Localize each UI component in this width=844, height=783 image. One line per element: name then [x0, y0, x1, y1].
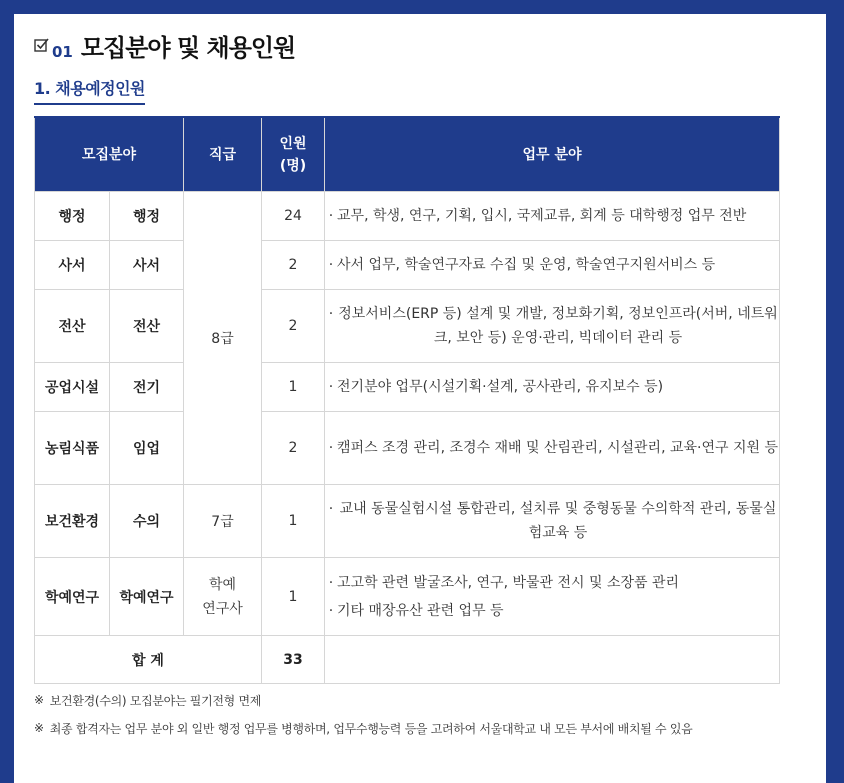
- duty-cell: · 캠퍼스 조경 관리, 조경수 재배 및 산림관리, 시설관리, 교육·연구 지원 등: [325, 412, 780, 485]
- category-cell: 전산: [35, 290, 110, 363]
- recruitment-table: [34, 116, 780, 684]
- count-cell: 2: [262, 241, 325, 290]
- total-empty-cell: [325, 636, 780, 684]
- duty-cell: · 교내 동물실험시설 통합관리, 설치류 및 중형동물 수의학적 관리, 동물실험교육 등: [325, 485, 780, 558]
- notes: [34, 686, 692, 742]
- note-item: ※ 최종 합격자는 업무 분야 외 일반 행정 업무를 병행하며, 업무수행능력 등을 고려하여 서울대학교 내 모든 부서에 배치될 수 있음: [34, 721, 693, 736]
- grade-cell: 학예 연구사: [184, 558, 262, 636]
- field-cell: 행정: [110, 192, 184, 241]
- header-grade: 직급: [184, 117, 262, 192]
- duty-cell: · 정보서비스(ERP 등) 설계 및 개발, 정보화기획, 정보인프라(서버, 네트워크, 보안 등) 운영·관리, 빅데이터 관리 등: [325, 290, 780, 363]
- duty-cell: · 전기분야 업무(시설기획·설계, 공사관리, 유지보수 등): [325, 363, 780, 412]
- duty-cell: · 사서 업무, 학술연구자료 수집 및 운영, 학술연구지원서비스 등: [325, 241, 780, 290]
- category-cell: 보건환경: [35, 485, 110, 558]
- grade-cell: 7급: [184, 485, 262, 558]
- count-cell: 2: [262, 290, 325, 363]
- count-cell: 2: [262, 412, 325, 485]
- note-item: ※ 보건환경(수의) 모집분야는 필기전형 면제: [34, 693, 262, 708]
- section-title: 모집분야 및 채용인원: [80, 34, 296, 62]
- header-count: 인원 (명): [262, 117, 325, 192]
- table-row: [35, 485, 780, 558]
- header-duty: 업무 분야: [325, 117, 780, 192]
- category-cell: 사서: [35, 241, 110, 290]
- category-cell: 농림식품: [35, 412, 110, 485]
- field-cell: 사서: [110, 241, 184, 290]
- field-cell: 전기: [110, 363, 184, 412]
- table-row: [35, 241, 780, 290]
- category-cell: 행정: [35, 192, 110, 241]
- total-label: 합 계: [35, 636, 262, 684]
- count-cell: 1: [262, 363, 325, 412]
- section-header: [34, 28, 295, 63]
- count-cell: 1: [262, 485, 325, 558]
- subsection-title: 1. 채용예정인원: [34, 76, 145, 105]
- category-cell: 공업시설: [35, 363, 110, 412]
- duty-cell: · 고고학 관련 발굴조사, 연구, 박물관 전시 및 소장품 관리 · 기타 매장유산 관련 업무 등: [325, 558, 780, 636]
- table-row: [35, 558, 780, 636]
- table-row: [35, 363, 780, 412]
- count-cell: 24: [262, 192, 325, 241]
- section-number: 01: [52, 43, 73, 61]
- total-count: 33: [262, 636, 325, 684]
- table-header-row: [35, 117, 780, 192]
- field-cell: 전산: [110, 290, 184, 363]
- table-row: [35, 290, 780, 363]
- header-field: 모집분야: [35, 117, 184, 192]
- duty-cell: · 교무, 학생, 연구, 기획, 입시, 국제교류, 회계 등 대학행정 업무 전반: [325, 192, 780, 241]
- checkbox-check-icon: [34, 37, 50, 53]
- field-cell: 학예연구: [110, 558, 184, 636]
- count-cell: 1: [262, 558, 325, 636]
- table-row: [35, 412, 780, 485]
- field-cell: 수의: [110, 485, 184, 558]
- grade-cell: 8급: [184, 192, 262, 485]
- field-cell: 임업: [110, 412, 184, 485]
- category-cell: 학예연구: [35, 558, 110, 636]
- total-row: [35, 636, 780, 684]
- table-row: [35, 192, 780, 241]
